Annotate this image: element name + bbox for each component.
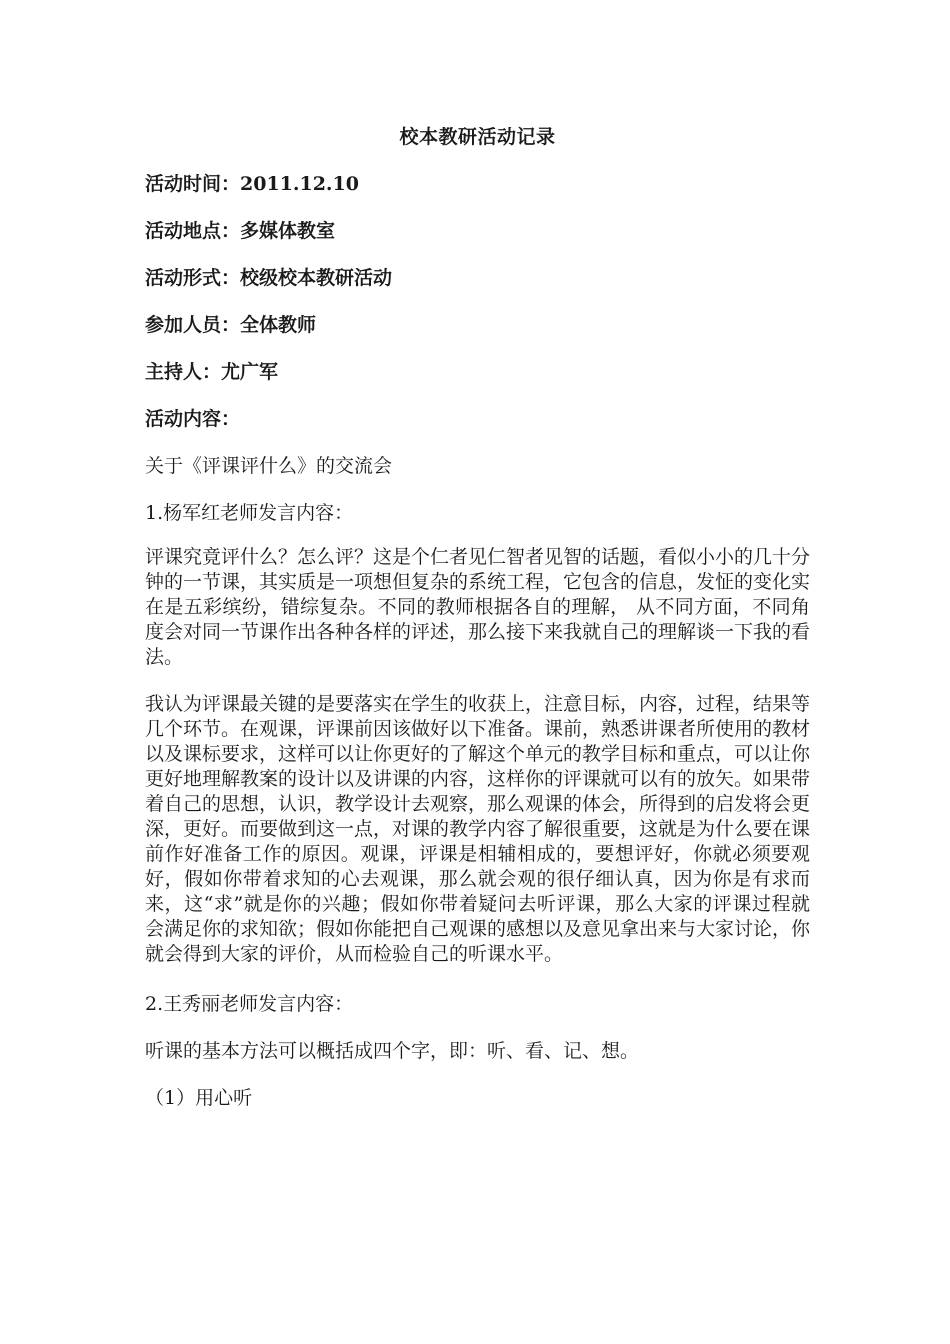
speaker2-paragraph-1: 听课的基本方法可以概括成四个字，即：听、看、记、想。	[145, 1040, 640, 1062]
meeting-topic: 关于《评课评什么》的交流会	[145, 455, 393, 477]
speaker1-paragraph-2: 我认为评课最关键的是要落实在学生的收获上，注意目标，内容，过程，结果等几个环节。在观课，评课前因该做好以下准备。课前，熟悉讲课者所使用的教材以及课标要求，这样可以让你更好的了解这个单元的教学目标和重点，可以让你更好地理解教案的设计以及讲课的内容，这样你的评课就可以有的放矢。如果带着自己的思想，认识，教学设计去观察，那么观课的体会，所得到的启发将会更深，更好。而要做到这一点，对课的教学内容了解很重要，这就是为什么要在课前作好准备工作的原因。观课，评课是相辅相成的，要想评好，你就必须要观好，假如你带着求知的心去观课，那么就会观的很仔细认真，因为你是有求而来，这“求”就是你的兴趣；假如你带着疑问去听评课，那么大家的评课过程就会满足你的求知欲；假如你能把自己观课的感想以及意见拿出来与大家讨论，你就会得到大家的评价，从而检验自己的听课水平。	[145, 693, 811, 965]
host: 主持人：尤广军	[145, 361, 279, 383]
activity-place: 活动地点：多媒体教室	[145, 220, 336, 242]
speaker1-paragraph-1: 评课究竟评什么？怎么评？这是个仁者见仁智者见智的话题，看似小小的几十分钟的一节课，其实质是一项想但复杂的系统工程，它包含的信息，发怔的变化实在是五彩缤纷，错综复杂。不同的教师根据各自的理解， 从不同方面，不同角度会对同一节课作出各种各样的评述，那么接下来我就自己的理解谈一下我的看法。	[145, 546, 811, 668]
participants: 参加人员：全体教师	[145, 314, 317, 336]
speaker2-heading: 2.王秀丽老师发言内容：	[145, 993, 354, 1015]
activity-time: 活动时间：2011.12.10	[145, 173, 359, 195]
speaker1-heading: 1.杨军红老师发言内容：	[145, 502, 354, 524]
document-title: 校本教研活动记录	[399, 126, 556, 148]
speaker2-item-1: （1）用心听	[145, 1087, 253, 1109]
content-label: 活动内容：	[145, 408, 241, 430]
activity-form: 活动形式：校级校本教研活动	[145, 267, 393, 289]
document-body	[145, 122, 810, 1130]
